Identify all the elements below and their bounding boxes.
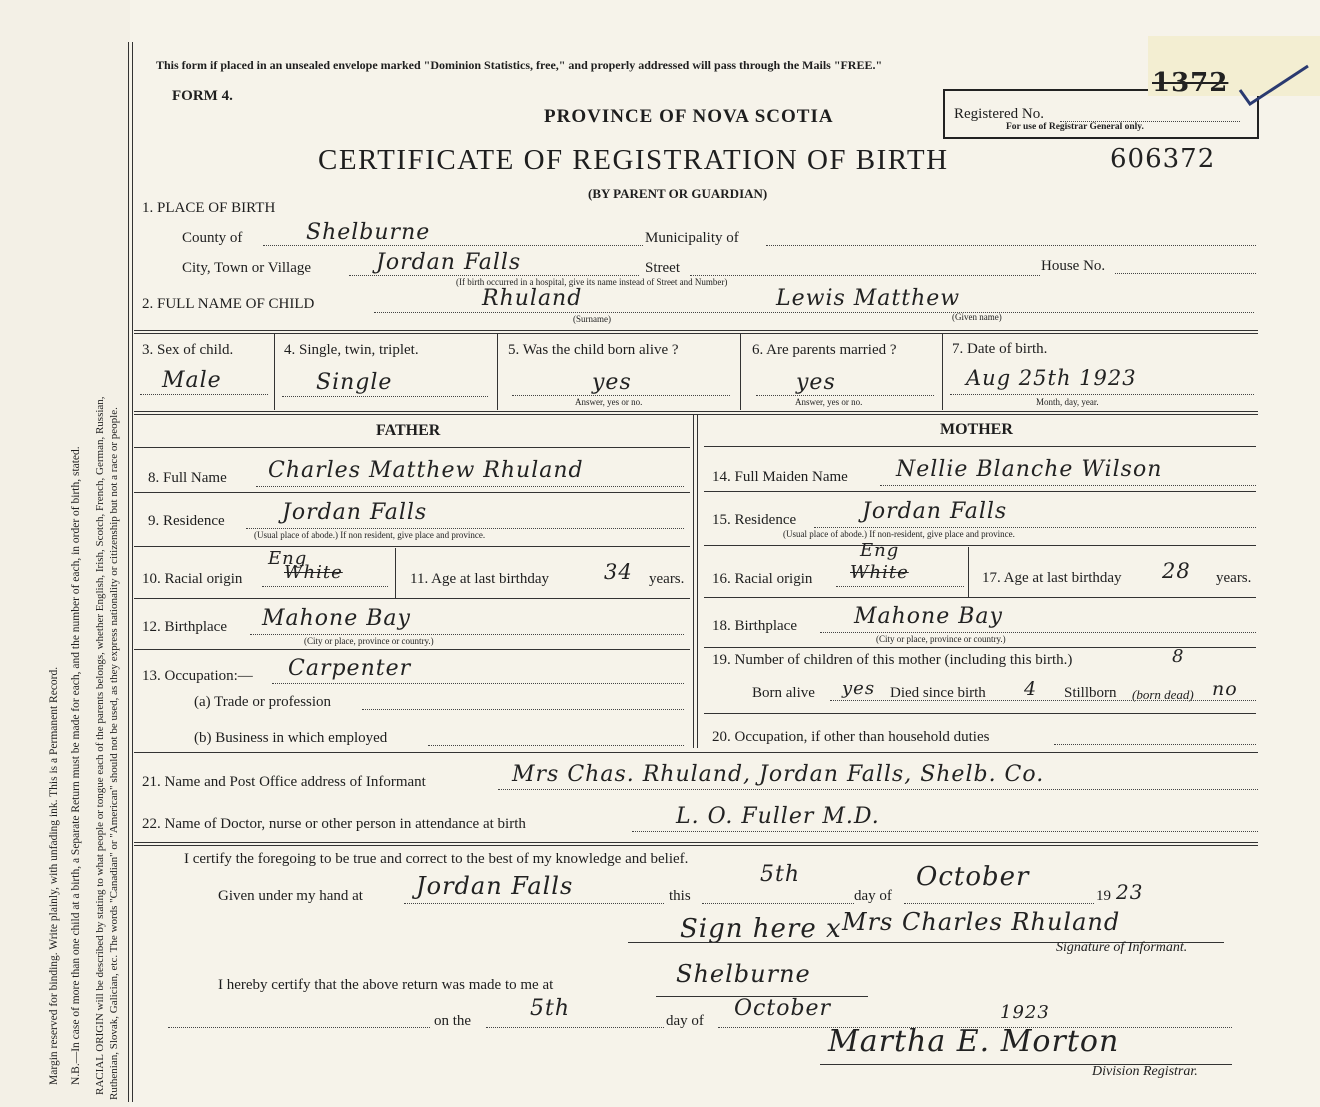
father-race-label: 10. Racial origin (142, 571, 243, 587)
mother-name-value: Nellie Blanche Wilson (896, 457, 1163, 482)
trade-profession-label: (a) Trade or profession (194, 694, 332, 710)
plurality-value: Single (316, 370, 393, 395)
father-age-value: 34 (604, 560, 633, 584)
signature-caption: Signature of Informant. (1056, 940, 1188, 955)
year-prefix: 19 (1096, 888, 1111, 904)
registrar-year-value: 1923 (1000, 1002, 1050, 1023)
mother-heading: MOTHER (940, 421, 1013, 438)
margin-line-1: Margin reserved for binding. Write plainly, with unfading ink. This is a Permanent Record. (48, 666, 60, 1085)
born-alive-label: 5. Was the child born alive ? (508, 342, 679, 358)
margin-line-4: Ruthenian, Slovak, Galician, etc. The words "Canadian" or "American" should not be used, as they express nationality or citizenship but not a race or people. (108, 407, 120, 1100)
street-label: Street (645, 260, 680, 276)
mother-birthplace-label: 18. Birthplace (712, 618, 797, 634)
stillborn-value: no (1212, 678, 1238, 700)
house-number-label: House No. (1041, 258, 1106, 274)
father-name-label: 8. Full Name (148, 470, 227, 486)
city-label: City, Town or Village (182, 260, 312, 276)
given-month-value: October (916, 862, 1030, 892)
mother-name-label: 14. Full Maiden Name (712, 469, 848, 485)
born-alive-value: yes (592, 370, 632, 395)
certificate-number: 606372 (1110, 144, 1216, 174)
mother-birthplace-note: (City or place, province or country.) (876, 634, 1006, 644)
father-occupation-label: 13. Occupation:— (142, 668, 253, 684)
check-mark-icon (1236, 60, 1312, 106)
day-of-label: day of (854, 888, 892, 904)
father-birthplace-note: (City or place, province or country.) (304, 636, 434, 646)
father-residence-note: (Usual place of abode.) If non resident, give place and province. (254, 530, 486, 540)
father-occupation-value: Carpenter (288, 656, 412, 681)
mother-residence-note: (Usual place of abode.) If non-resident, give place and province. (783, 529, 1015, 539)
sex-value: Male (162, 368, 222, 393)
sign-here-mark: Sign here x (680, 914, 842, 944)
mother-occupation-label: 20. Occupation, if other than household duties (712, 729, 990, 745)
children-count-value: 8 (1172, 646, 1185, 667)
father-age-label: 11. Age at last birthday (410, 571, 549, 587)
mother-residence-value: Jordan Falls (862, 499, 1008, 524)
registrar-statement: I hereby certify that the above return was made to me at (218, 977, 554, 993)
sex-label: 3. Sex of child. (142, 342, 234, 358)
stillborn-label: Stillborn (1064, 685, 1117, 701)
father-residence-value: Jordan Falls (282, 500, 428, 525)
doctor-value: L. O. Fuller M.D. (676, 804, 880, 829)
mother-race-label: 16. Racial origin (712, 571, 813, 587)
registered-number-value: 1372 (1152, 68, 1229, 98)
born-alive-count-value: yes (842, 678, 876, 699)
mother-birthplace-value: Mahone Bay (854, 604, 1003, 629)
date-of-birth-note: Month, day, year. (1036, 397, 1099, 407)
doctor-label: 22. Name of Doctor, nurse or other person in attendance at birth (142, 816, 526, 832)
parents-married-label: 6. Are parents married ? (752, 342, 897, 358)
given-under-hand-label: Given under my hand at (218, 888, 363, 904)
father-years-label: years. (649, 571, 685, 587)
margin-line-3: RACIAL ORIGIN will be described by stating to what people or tongue each of the parents belongs, whether English, Irish, Scotch, French, German, Russian, (94, 396, 106, 1095)
this-label: this (669, 888, 691, 904)
city-value: Jordan Falls (376, 250, 522, 275)
certification-statement: I certify the foregoing to be true and correct to the best of my knowledge and belief. (184, 851, 689, 867)
mother-race-struck: White (850, 562, 909, 583)
page-subtitle: (BY PARENT OR GUARDIAN) (588, 186, 768, 201)
plurality-label: 4. Single, twin, triplet. (284, 342, 419, 358)
binding-margin (0, 0, 130, 1107)
registrar-caption: Division Registrar. (1092, 1064, 1198, 1079)
given-year-value: 23 (1116, 880, 1144, 904)
margin-line-2: N.B.—In case of more than one child at a birth, a Separate Return must be made for each, and the number of each, in order of birth, stated. (70, 446, 82, 1085)
province-title: PROVINCE OF NOVA SCOTIA (544, 106, 834, 127)
on-the-label: on the (434, 1013, 472, 1029)
mother-residence-label: 15. Residence (712, 512, 797, 528)
registrar-month-value: October (734, 996, 832, 1021)
registrar-signature: Martha E. Morton (828, 1024, 1120, 1059)
informant-label: 21. Name and Post Office address of Informant (142, 774, 426, 790)
died-since-birth-label: Died since birth (890, 685, 986, 701)
mother-age-label: 17. Age at last birthday (982, 570, 1122, 586)
county-value: Shelburne (306, 220, 431, 245)
mother-years-label: years. (1216, 570, 1252, 586)
date-of-birth-value: Aug 25th 1923 (966, 366, 1137, 390)
business-employed-label: (b) Business in which employed (194, 730, 388, 746)
municipality-label: Municipality of (645, 230, 739, 246)
father-birthplace-label: 12. Birthplace (142, 619, 227, 635)
parents-married-value: yes (796, 370, 836, 395)
mother-age-value: 28 (1162, 559, 1191, 583)
informant-value: Mrs Chas. Rhuland, Jordan Falls, Shelb. Co. (512, 762, 1045, 787)
registered-number-label: Registered No. (954, 106, 1044, 122)
form-number: FORM 4. (172, 88, 233, 104)
date-of-birth-label: 7. Date of birth. (952, 341, 1048, 357)
registrar-day-of-label: day of (666, 1013, 704, 1029)
father-birthplace-value: Mahone Bay (262, 606, 411, 631)
father-heading: FATHER (376, 422, 441, 439)
county-label: County of (182, 230, 243, 246)
given-name-caption: (Given name) (952, 312, 1002, 322)
father-race-struck: White (284, 562, 343, 583)
died-since-birth-value: 4 (1024, 678, 1038, 700)
given-place-value: Jordan Falls (416, 872, 574, 900)
registrar-place-value: Shelburne (676, 960, 811, 988)
given-day-value: 5th (760, 862, 801, 887)
child-surname: Rhuland (482, 286, 583, 311)
margin-border (128, 42, 133, 1102)
registrar-use-note: For use of Registrar General only. (1006, 122, 1144, 132)
stillborn-note: (born dead) (1132, 687, 1194, 702)
child-given-name: Lewis Matthew (776, 286, 961, 311)
hospital-note: (If birth occurred in a hospital, give its name instead of Street and Number) (456, 277, 728, 287)
born-alive-count-label: Born alive (752, 685, 815, 701)
child-name-label: 2. FULL NAME OF CHILD (142, 296, 315, 312)
page-title: CERTIFICATE OF REGISTRATION OF BIRTH (318, 144, 949, 176)
mother-race-value: Eng (860, 540, 900, 561)
surname-caption: (Surname) (573, 314, 611, 324)
informant-signature: Mrs Charles Rhuland (842, 908, 1121, 936)
place-of-birth-label: 1. PLACE OF BIRTH (142, 200, 276, 216)
answer-note-5: Answer, yes or no. (575, 397, 643, 407)
father-residence-label: 9. Residence (148, 513, 225, 529)
children-count-label: 19. Number of children of this mother (including this birth.) (712, 652, 1073, 668)
father-name-value: Charles Matthew Rhuland (268, 458, 584, 483)
answer-note-6: Answer, yes or no. (795, 397, 863, 407)
father-race-value: Eng (268, 548, 308, 569)
registrar-day-value: 5th (530, 996, 571, 1021)
mail-notice: This form if placed in an unsealed envelope marked "Dominion Statistics, free," and properly addressed will pass through the Mails "FREE." (156, 58, 883, 72)
